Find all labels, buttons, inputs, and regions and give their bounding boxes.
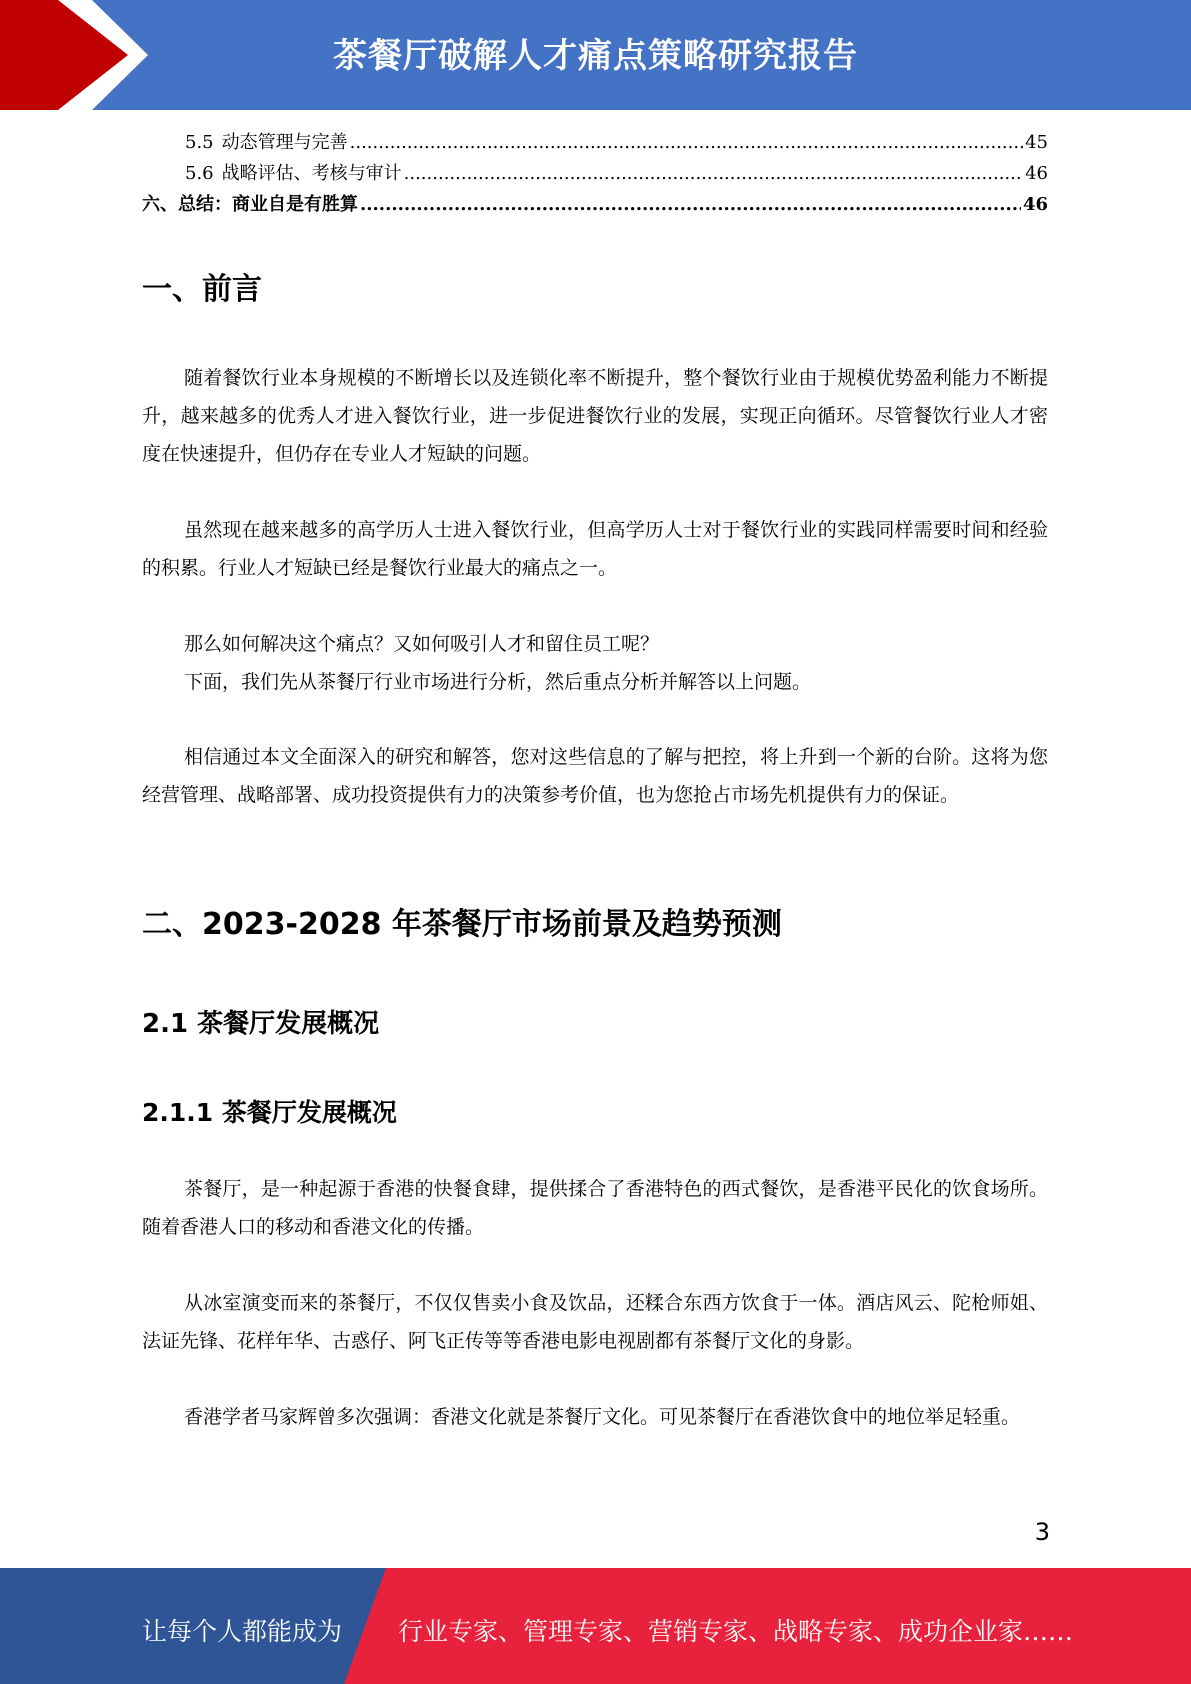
toc-leader-dots xyxy=(360,189,1021,220)
footer-slogan-right: 行业专家、管理专家、营销专家、战略专家、成功企业家…… xyxy=(398,1617,1074,1646)
section-heading-market-outlook: 二、2023-2028 年茶餐厅市场前景及趋势预测 xyxy=(142,907,782,942)
page-number: 3 xyxy=(1034,1518,1050,1546)
toc-entry-page: 46 xyxy=(1022,194,1048,215)
body-paragraph: 香港学者马家辉曾多次强调：香港文化就是茶餐厅文化。可见茶餐厅在香港饮食中的地位举足轻重。 xyxy=(184,1406,1021,1428)
body-paragraph: 茶餐厅，是一种起源于香港的快餐食肆，提供揉合了香港特色的西式餐饮，是香港平民化的饮食场所。随着香港人口的移动和香港文化的传播。 xyxy=(142,1178,1048,1238)
body-paragraph: 相信通过本文全面深入的研究和解答，您对这些信息的了解与把控，将上升到一个新的台阶。这将为您经营管理、战略部署、成功投资提供有力的决策参考价值，也为您抢占市场先机提供有力的保证。 xyxy=(142,746,1048,806)
body-paragraph: 从冰室演变而来的茶餐厅，不仅仅售卖小食及饮品，还糅合东西方饮食于一体。酒店风云、陀枪师姐、法证先锋、花样年华、古惑仔、阿飞正传等等香港电影电视剧都有茶餐厅文化的身影。 xyxy=(142,1292,1048,1352)
toc-entry-number: 5.6 xyxy=(185,163,214,184)
subsection-heading: 2.1 茶餐厅发展概况 xyxy=(142,1009,380,1039)
toc-leader-dots xyxy=(350,127,1023,158)
toc-entry-page: 45 xyxy=(1025,132,1048,153)
toc-entry[interactable] xyxy=(142,189,1048,220)
report-title: 茶餐厅破解人才痛点策略研究报告 xyxy=(333,36,858,76)
toc-entry-page: 46 xyxy=(1025,163,1048,184)
footer-banner xyxy=(0,1568,1191,1684)
toc-entry[interactable] xyxy=(142,158,1048,189)
table-of-contents xyxy=(142,127,1048,220)
toc-entry-text: 动态管理与完善 xyxy=(221,132,348,153)
section-heading-preface: 一、前言 xyxy=(142,272,262,307)
body-paragraph: 虽然现在越来越多的高学历人士进入餐饮行业，但高学历人士对于餐饮行业的实践同样需要时间和经验的积累。行业人才短缺已经是餐饮行业最大的痛点之一。 xyxy=(142,519,1048,579)
footer-slogan-left: 让每个人都能成为 xyxy=(142,1617,343,1646)
body-paragraph: 下面，我们先从茶餐厅行业市场进行分析，然后重点分析并解答以上问题。 xyxy=(184,671,812,693)
toc-leader-dots xyxy=(404,158,1023,189)
toc-entry-text: 六、总结：商业自是有胜算 xyxy=(142,194,358,215)
toc-entry[interactable] xyxy=(142,127,1048,158)
subsubsection-heading: 2.1.1 茶餐厅发展概况 xyxy=(142,1098,397,1127)
header-banner xyxy=(0,0,1191,110)
toc-entry-number: 5.5 xyxy=(185,132,214,153)
body-paragraph: 那么如何解决这个痛点？又如何吸引人才和留住员工呢？ xyxy=(184,633,660,655)
body-paragraph: 随着餐饮行业本身规模的不断增长以及连锁化率不断提升，整个餐饮行业由于规模优势盈利能力不断提升，越来越多的优秀人才进入餐饮行业，进一步促进餐饮行业的发展，实现正向循环。尽管餐饮行业人才密度在快速提升，但仍存在专业人才短缺的问题。 xyxy=(142,367,1048,465)
toc-entry-text: 战略评估、考核与审计 xyxy=(221,163,402,184)
